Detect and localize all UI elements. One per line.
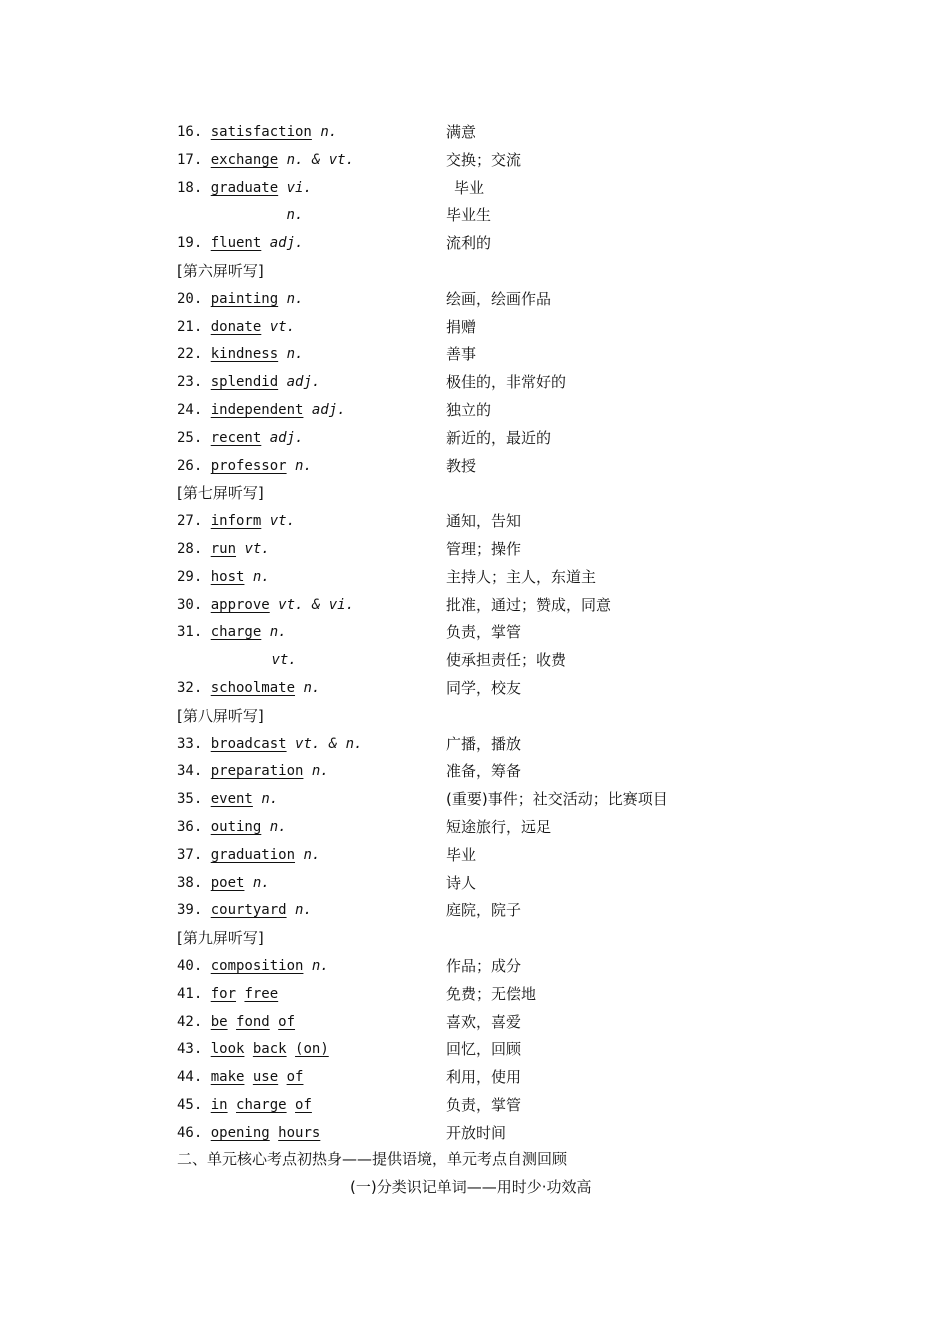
vocab-word: graduate bbox=[210, 179, 279, 196]
subsection-heading: (一)分类识记单词——用时少·功效高 bbox=[350, 1178, 592, 1196]
english-term bbox=[177, 536, 270, 564]
vocab-word: charge bbox=[210, 624, 262, 641]
vocabulary-list bbox=[177, 119, 777, 1147]
vocab-word: schoolmate bbox=[210, 679, 296, 696]
word-gap bbox=[270, 1125, 278, 1141]
vocab-word: be bbox=[210, 1013, 228, 1030]
vocab-word: look bbox=[210, 1041, 245, 1058]
part-of-speech: vt. bbox=[244, 540, 270, 557]
english-term bbox=[177, 953, 329, 981]
chinese-meaning: 使承担责任；收费 bbox=[446, 651, 567, 670]
vocab-word: approve bbox=[210, 596, 270, 613]
vocab-word: broadcast bbox=[210, 735, 287, 752]
item-number: 22. bbox=[177, 346, 211, 363]
part-of-speech: n. & vt. bbox=[286, 151, 355, 168]
chinese-meaning: 主持人；主人，东道主 bbox=[446, 567, 597, 586]
word-gap bbox=[270, 1014, 278, 1030]
vocab-row bbox=[177, 230, 777, 258]
english-term bbox=[177, 647, 297, 675]
english-term bbox=[177, 870, 270, 898]
english-term bbox=[177, 1064, 303, 1092]
english-term bbox=[177, 175, 312, 203]
chinese-meaning: 短途旅行，远足 bbox=[446, 817, 552, 836]
chinese-meaning: 通知，告知 bbox=[446, 512, 522, 531]
word-gap bbox=[278, 1069, 286, 1085]
chinese-meaning: 回忆，回顾 bbox=[446, 1040, 522, 1059]
chinese-meaning: 广播，播放 bbox=[446, 734, 522, 753]
chinese-meaning: 满意 bbox=[446, 123, 477, 141]
chinese-meaning: 毕业 bbox=[446, 845, 477, 864]
item-number: 18. bbox=[177, 179, 211, 196]
chinese-meaning: 诗人 bbox=[446, 873, 477, 892]
part-of-speech: n. bbox=[286, 290, 304, 307]
vocab-row bbox=[177, 175, 777, 203]
english-term bbox=[177, 230, 303, 258]
section-label-row bbox=[177, 703, 777, 731]
vocab-row bbox=[177, 731, 777, 759]
item-number: 17. bbox=[177, 151, 211, 168]
vocab-word: satisfaction bbox=[210, 124, 312, 140]
item-number: 34. bbox=[177, 763, 211, 780]
english-term bbox=[177, 119, 337, 147]
item-number: 24. bbox=[177, 401, 211, 418]
item-number: 19. bbox=[177, 235, 211, 252]
english-term bbox=[177, 619, 287, 647]
item-number: 35. bbox=[177, 791, 211, 808]
item-number: 23. bbox=[177, 374, 211, 391]
vocab-word: exchange bbox=[210, 151, 279, 168]
word-gap bbox=[244, 1041, 252, 1057]
english-term bbox=[177, 592, 354, 620]
item-number: 44. bbox=[177, 1069, 211, 1086]
vocab-row bbox=[177, 1120, 777, 1148]
part-of-speech: vt. & n. bbox=[295, 735, 363, 752]
vocab-row bbox=[177, 286, 777, 314]
vocab-word: fond bbox=[236, 1013, 270, 1030]
vocab-row bbox=[177, 647, 777, 675]
vocab-row bbox=[177, 592, 777, 620]
english-term bbox=[177, 1036, 329, 1064]
vocab-row bbox=[177, 119, 777, 147]
english-term bbox=[177, 425, 303, 453]
chinese-meaning: 绘画，绘画作品 bbox=[446, 289, 552, 308]
part-of-speech: adj. bbox=[286, 374, 321, 391]
item-number: 30. bbox=[177, 596, 211, 613]
chinese-meaning: 管理；操作 bbox=[446, 539, 522, 558]
vocab-word: for bbox=[210, 985, 237, 1002]
part-of-speech: n. bbox=[286, 346, 304, 363]
section-label-row bbox=[177, 258, 777, 286]
english-term bbox=[177, 453, 312, 481]
vocab-row bbox=[177, 675, 777, 703]
english-term bbox=[177, 564, 270, 592]
vocab-row bbox=[177, 1009, 777, 1037]
section-label-row bbox=[177, 480, 777, 508]
chinese-meaning: 负责，掌管 bbox=[446, 623, 522, 642]
part-of-speech: n. bbox=[269, 818, 287, 835]
vocab-word: professor bbox=[210, 457, 287, 474]
part-of-speech: n. bbox=[320, 124, 338, 140]
vocab-word: composition bbox=[210, 957, 304, 974]
part-of-speech: vt. bbox=[269, 318, 296, 335]
chinese-meaning: 极佳的，非常好的 bbox=[446, 373, 567, 392]
word-gap bbox=[228, 1097, 236, 1113]
item-number: 33. bbox=[177, 735, 211, 752]
chinese-meaning: 教授 bbox=[446, 456, 477, 475]
item-number: 40. bbox=[177, 957, 211, 974]
chinese-meaning: 负责，掌管 bbox=[446, 1095, 522, 1114]
vocab-word: event bbox=[210, 791, 253, 808]
chinese-meaning: 利用，使用 bbox=[446, 1068, 522, 1087]
item-number: 41. bbox=[177, 985, 211, 1002]
chinese-meaning: 捐赠 bbox=[446, 317, 477, 336]
item-number: 31. bbox=[177, 624, 211, 641]
vocab-row bbox=[177, 341, 777, 369]
chinese-meaning: 毕业生 bbox=[446, 206, 492, 225]
part-of-speech: n. bbox=[311, 763, 329, 780]
item-number: 29. bbox=[177, 568, 211, 585]
vocab-word: painting bbox=[210, 290, 279, 307]
english-term bbox=[177, 758, 329, 786]
part-of-speech: n. bbox=[261, 791, 279, 808]
english-term bbox=[177, 202, 303, 230]
part-of-speech: vi. bbox=[286, 179, 312, 196]
vocab-word: splendid bbox=[210, 374, 279, 391]
vocab-row bbox=[177, 1064, 777, 1092]
english-term bbox=[177, 842, 320, 870]
vocab-word: of bbox=[295, 1096, 312, 1113]
section-label: [第八屏听写] bbox=[177, 706, 264, 725]
item-number: 16. bbox=[177, 124, 211, 140]
part-of-speech: n. bbox=[303, 846, 321, 863]
vocab-row bbox=[177, 842, 777, 870]
vocab-word: independent bbox=[210, 401, 304, 418]
vocab-row bbox=[177, 425, 777, 453]
vocab-row bbox=[177, 758, 777, 786]
chinese-meaning: 流利的 bbox=[446, 234, 492, 253]
chinese-meaning: 新近的，最近的 bbox=[446, 428, 552, 447]
part-of-speech: n. bbox=[295, 902, 312, 919]
vocab-row bbox=[177, 897, 777, 925]
vocab-word: outing bbox=[210, 818, 262, 835]
english-term bbox=[177, 369, 320, 397]
word-gap bbox=[287, 1041, 295, 1057]
vocab-row bbox=[177, 314, 777, 342]
vocab-word: of bbox=[278, 1013, 296, 1030]
english-term bbox=[177, 675, 320, 703]
part-of-speech: n. bbox=[295, 457, 312, 474]
part-of-speech: n. bbox=[269, 624, 287, 641]
vocab-row bbox=[177, 1092, 777, 1120]
chinese-meaning: 准备，筹备 bbox=[446, 762, 522, 781]
vocab-word: preparation bbox=[210, 763, 304, 780]
chinese-meaning: 交换；交流 bbox=[446, 150, 522, 169]
vocab-word: host bbox=[210, 568, 245, 585]
item-number: 45. bbox=[177, 1096, 211, 1113]
vocab-row bbox=[177, 453, 777, 481]
vocab-word: poet bbox=[210, 874, 245, 891]
word-gap bbox=[228, 1014, 236, 1030]
item-number: 36. bbox=[177, 818, 211, 835]
part-of-speech: n. bbox=[286, 207, 304, 224]
vocab-word: use bbox=[252, 1069, 279, 1086]
part-of-speech: vt. bbox=[271, 652, 297, 669]
chinese-meaning: 同学，校友 bbox=[446, 678, 522, 697]
vocab-row bbox=[177, 536, 777, 564]
english-term bbox=[177, 1009, 295, 1037]
vocab-row bbox=[177, 870, 777, 898]
english-term bbox=[177, 1120, 320, 1148]
item-number: 32. bbox=[177, 679, 211, 696]
part-of-speech: adj. bbox=[311, 401, 346, 418]
vocab-row bbox=[177, 619, 777, 647]
vocab-word: courtyard bbox=[210, 902, 287, 919]
item-number: 27. bbox=[177, 513, 211, 530]
part-of-speech: vt. & vi. bbox=[278, 596, 355, 613]
item-number: 46. bbox=[177, 1124, 211, 1141]
item-number: 42. bbox=[177, 1013, 211, 1030]
chinese-meaning: 开放时间 bbox=[446, 1123, 507, 1142]
english-term bbox=[177, 147, 354, 175]
english-term bbox=[177, 1092, 312, 1120]
vocab-word: free bbox=[244, 985, 279, 1002]
word-gap bbox=[287, 1097, 295, 1113]
section-heading-part-two: 二、单元核心考点初热身——提供语境，单元考点自测回顾 bbox=[177, 1150, 568, 1168]
item-number: 26. bbox=[177, 457, 211, 474]
chinese-meaning: 独立的 bbox=[446, 400, 492, 419]
vocab-row bbox=[177, 397, 777, 425]
vocab-row bbox=[177, 202, 777, 230]
item-number: 38. bbox=[177, 874, 211, 891]
word-gap bbox=[244, 1069, 252, 1085]
item-number: 28. bbox=[177, 540, 211, 557]
section-label: [第九屏听写] bbox=[177, 929, 264, 948]
item-number: 43. bbox=[177, 1041, 211, 1058]
part-of-speech: n. bbox=[252, 874, 270, 891]
vocab-word: back bbox=[252, 1041, 287, 1058]
vocab-row bbox=[177, 1036, 777, 1064]
vocab-word: make bbox=[210, 1069, 245, 1086]
chinese-meaning: (重要)事件；社交活动；比赛项目 bbox=[446, 790, 668, 809]
vocab-word: (on) bbox=[295, 1041, 329, 1058]
vocab-word: hours bbox=[278, 1124, 321, 1141]
item-number: 21. bbox=[177, 318, 211, 335]
vocab-word: fluent bbox=[210, 235, 262, 252]
part-of-speech: n. bbox=[311, 957, 329, 974]
chinese-meaning: 喜欢，喜爱 bbox=[446, 1012, 522, 1031]
english-term bbox=[177, 314, 295, 342]
english-term bbox=[177, 508, 295, 536]
vocab-row bbox=[177, 508, 777, 536]
part-of-speech: n. bbox=[252, 568, 270, 585]
vocab-row bbox=[177, 814, 777, 842]
part-of-speech: adj. bbox=[269, 429, 304, 446]
item-number: 20. bbox=[177, 290, 211, 307]
vocab-word: graduation bbox=[210, 846, 296, 863]
vocab-row bbox=[177, 953, 777, 981]
vocab-row bbox=[177, 786, 777, 814]
english-term bbox=[177, 814, 287, 842]
part-of-speech: adj. bbox=[269, 235, 304, 252]
english-term bbox=[177, 341, 303, 369]
item-number: 39. bbox=[177, 902, 211, 919]
part-of-speech: vt. bbox=[269, 513, 296, 530]
vocab-word: inform bbox=[210, 513, 262, 530]
section-label: [第六屏听写] bbox=[177, 261, 264, 280]
english-term bbox=[177, 897, 312, 925]
vocab-word: kindness bbox=[210, 346, 279, 363]
vocab-row bbox=[177, 981, 777, 1009]
vocab-word: recent bbox=[210, 429, 262, 446]
item-number: 37. bbox=[177, 846, 211, 863]
chinese-meaning: 善事 bbox=[446, 345, 477, 364]
english-term bbox=[177, 981, 278, 1009]
chinese-meaning: 庭院，院子 bbox=[446, 901, 522, 920]
item-number: 25. bbox=[177, 429, 211, 446]
vocab-word: donate bbox=[210, 318, 262, 335]
section-label-row bbox=[177, 925, 777, 953]
vocab-word: in bbox=[210, 1096, 228, 1113]
vocab-word: run bbox=[210, 540, 237, 557]
vocab-row bbox=[177, 564, 777, 592]
chinese-meaning: 作品；成分 bbox=[446, 956, 522, 975]
vocab-word: of bbox=[286, 1069, 304, 1086]
english-term bbox=[177, 731, 362, 759]
chinese-meaning: 毕业 bbox=[454, 178, 485, 197]
english-term bbox=[177, 786, 278, 814]
chinese-meaning: 批准，通过；赞成，同意 bbox=[446, 595, 612, 614]
english-term bbox=[177, 397, 346, 425]
vocab-row bbox=[177, 369, 777, 397]
english-term bbox=[177, 286, 303, 314]
vocab-word: opening bbox=[210, 1124, 270, 1141]
chinese-meaning: 免费；无偿地 bbox=[446, 984, 537, 1003]
vocab-word: charge bbox=[236, 1096, 287, 1113]
section-label: [第七屏听写] bbox=[177, 484, 264, 503]
part-of-speech: n. bbox=[303, 679, 321, 696]
vocab-row bbox=[177, 147, 777, 175]
